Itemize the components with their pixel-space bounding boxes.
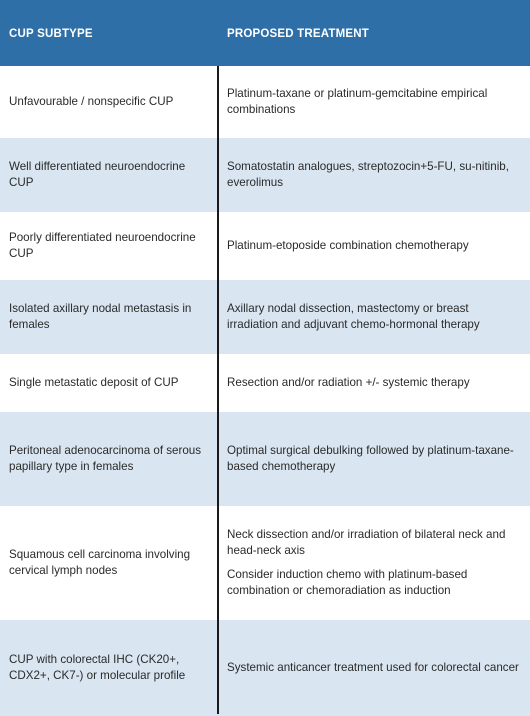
treatment-cell: Platinum-etoposide combination chemotherapy — [227, 238, 469, 252]
subtype-cell: Squamous cell carcinoma involving cervical lymph nodes — [9, 547, 191, 577]
table-header — [0, 0, 530, 66]
subtype-cell: CUP with colorectal IHC (CK20+, CDX2+, CK7-) or molecular profile — [9, 652, 186, 682]
header-proposed-treatment: PROPOSED TREATMENT — [227, 28, 370, 40]
table-row — [0, 412, 530, 506]
subtype-cell: Well differentiated neuroendocrine CUP — [9, 159, 186, 189]
treatment-cell: Neck dissection and/or irradiation of bilateral neck and head-neck axis Consider induction chemo with platinum-based combination or chemoradiation as induction — [227, 527, 506, 597]
treatment-cell: Platinum-taxane or platinum-gemcitabine empirical combinations — [227, 86, 488, 116]
table-row — [0, 212, 530, 280]
header-cup-subtype: CUP SUBTYPE — [9, 28, 93, 40]
table-row — [0, 280, 530, 354]
column-divider — [217, 66, 219, 714]
table-row — [0, 620, 530, 716]
table-row — [0, 506, 530, 620]
treatment-cell: Systemic anticancer treatment used for colorectal cancer — [227, 660, 519, 674]
subtype-cell: Isolated axillary nodal metastasis in females — [9, 301, 192, 331]
table-row — [0, 66, 530, 138]
subtype-cell: Single metastatic deposit of CUP — [9, 375, 179, 389]
treatment-cell: Somatostatin analogues, streptozocin+5-FU, su-nitinib, everolimus — [227, 159, 509, 189]
treatment-cell: Axillary nodal dissection, mastectomy or breast irradiation and adjuvant chemo-hormonal therapy — [227, 301, 480, 331]
subtype-cell: Poorly differentiated neuroendocrine CUP — [9, 230, 196, 260]
treatment-cell: Resection and/or radiation +/- systemic therapy — [227, 375, 470, 389]
treatment-cell: Optimal surgical debulking followed by platinum-taxane-based chemotherapy — [227, 443, 514, 473]
subtype-cell: Peritoneal adenocarcinoma of serous papillary type in females — [9, 443, 202, 473]
table-row — [0, 138, 530, 212]
subtype-cell: Unfavourable / nonspecific CUP — [9, 94, 174, 108]
table-row — [0, 354, 530, 412]
